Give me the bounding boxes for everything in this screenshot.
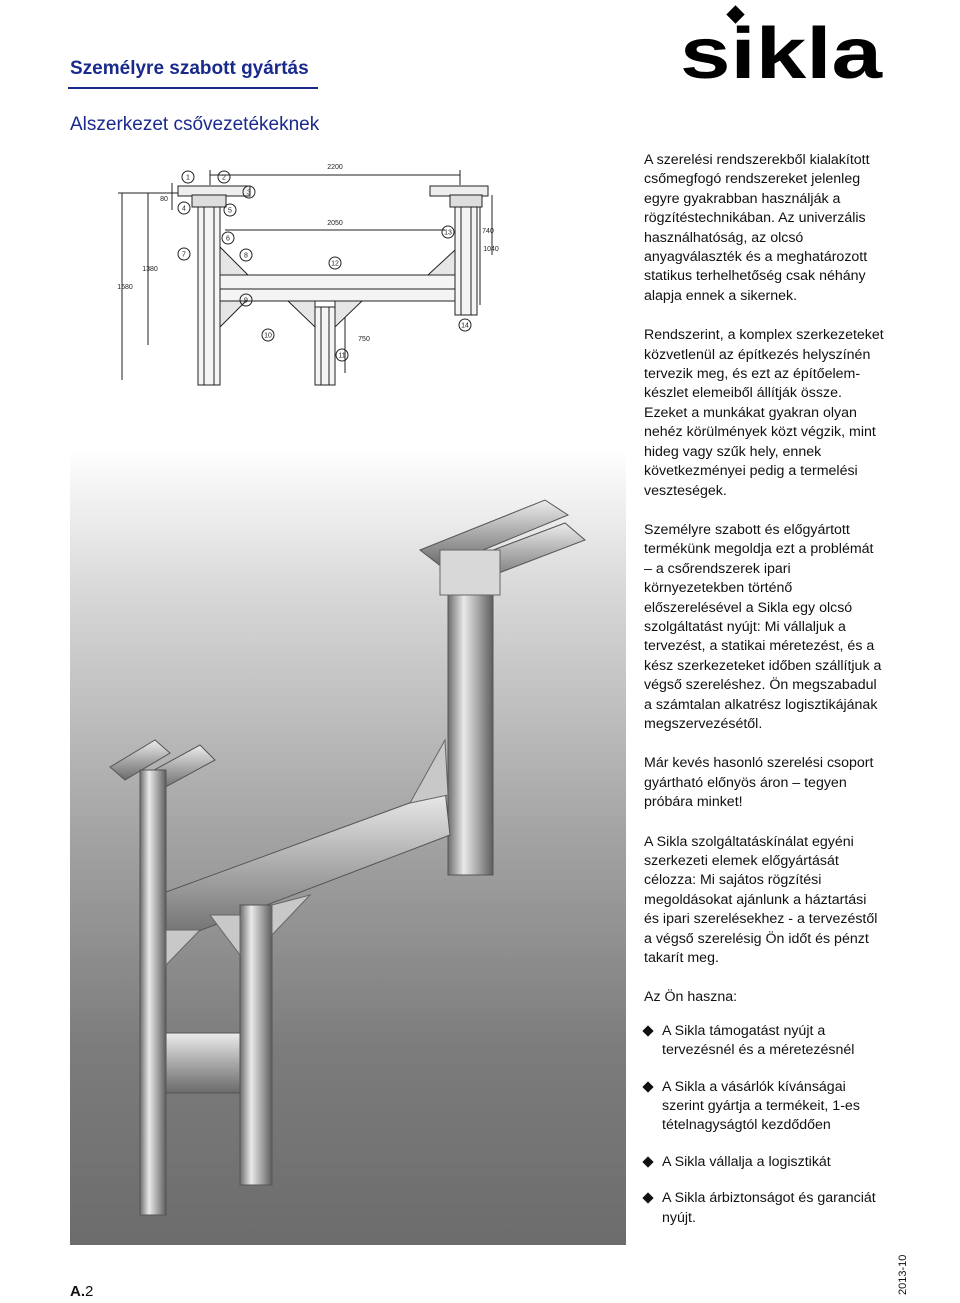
footer-date: 2013-10 xyxy=(897,1254,909,1295)
page-number: A.2 xyxy=(70,1283,94,1300)
svg-text:1: 1 xyxy=(186,174,190,182)
svg-text:3: 3 xyxy=(247,189,251,197)
dim-label: 740 xyxy=(482,228,494,235)
svg-text:10: 10 xyxy=(264,332,272,340)
dim-label: 1040 xyxy=(483,246,499,253)
text-column xyxy=(644,151,884,1245)
header-rule xyxy=(68,87,318,89)
benefits-list xyxy=(644,1022,884,1228)
svg-text:4: 4 xyxy=(182,205,186,213)
paragraph: A Sikla szolgáltatáskínálat egyéni szerkezeti elemek előgyártását célozza: Mi sajátos rögzítési megoldásokat ajánlunk a háztartási és ipari szerelésekhez - a tervezéstől a végső szerelésig Ön időt és pénzt takarít meg. xyxy=(644,833,878,967)
dim-label: 80 xyxy=(160,196,168,203)
diamond-bullet-icon xyxy=(642,1193,653,1204)
dim-label: 1680 xyxy=(117,284,133,291)
benefits-heading: Az Ön haszna: xyxy=(644,989,738,1006)
list-item: A Sikla a vásárlók kívánságai szerint gyártja a termékeit, 1-es tételnagyságtól kezdődően xyxy=(644,1078,884,1136)
section-title: Alszerkezet csővezetékeknek xyxy=(70,114,320,135)
diamond-bullet-icon xyxy=(642,1025,653,1036)
photo-structure xyxy=(110,500,585,1215)
paragraph: Személyre szabott és előgyártott termékünk megoldja ezt a problémát – a csőrendszerek ipari környezetekben történő előszerelésével a Sikla egy olcsó szolgáltatást nyújt: Mi vállaljuk a tervezést, a statikai méretezést, és a kész szerkezeteket időben szállítjuk a végső szereléshez. Ön megszabadul a számtalan alkatrész logisztikájának megszervezésétől. xyxy=(644,521,882,732)
svg-text:13: 13 xyxy=(444,229,452,237)
svg-text:11: 11 xyxy=(338,352,346,360)
svg-text:7: 7 xyxy=(182,251,186,259)
sikla-logo xyxy=(676,4,888,86)
dim-label: 2200 xyxy=(327,164,343,171)
header-title: Személyre szabott gyártás xyxy=(70,58,309,79)
diamond-bullet-icon xyxy=(642,1081,653,1092)
svg-text:14: 14 xyxy=(461,322,469,330)
list-item: A Sikla vállalja a logisztikát xyxy=(644,1153,884,1172)
list-item: A Sikla támogatást nyújt a tervezésnél és a méretezésnél xyxy=(644,1022,884,1061)
list-item: A Sikla árbiztonságot és garanciát nyújt. xyxy=(644,1189,884,1228)
svg-text:12: 12 xyxy=(331,260,339,268)
svg-text:6: 6 xyxy=(226,235,230,243)
paragraph: A szerelési rendszerekből kialakított csőmegfogó rendszereket jelenleg egyre gyakrabban használják a rögzítéstechnikában. Az univerzális használhatóság, az olcsó anyagválaszték és a meghatározott statikus terhelhetőség csak néhány alapja ennek a sikernek. xyxy=(644,152,870,304)
svg-text:2: 2 xyxy=(222,174,226,182)
paragraph: Rendszerint, a komplex szerkezeteket közvetlenül az építkezés helyszínén tervezik meg, és ezt az építőelem-készlet elemeiből állítják össze. Ezeket a munkákat gyakran olyan nehéz körülmények közt végzik, mint hideg vagy szűk hely, ennek következményei pedig a termelési veszteségek. xyxy=(644,327,884,499)
dim-label: 2050 xyxy=(327,220,343,227)
brand-wordmark: sikla xyxy=(680,14,884,86)
dim-label: 750 xyxy=(358,336,370,343)
paragraph: Már kevés hasonló szerelési csoport gyártható előnyös áron – tegyen próbára minket! xyxy=(644,755,874,811)
svg-text:9: 9 xyxy=(244,297,248,305)
diamond-bullet-icon xyxy=(642,1156,653,1167)
technical-drawing-and-photo xyxy=(70,155,626,1245)
product-figure xyxy=(70,155,626,1245)
dim-label: 1380 xyxy=(142,266,158,273)
svg-text:5: 5 xyxy=(228,207,232,215)
svg-text:8: 8 xyxy=(244,252,248,260)
